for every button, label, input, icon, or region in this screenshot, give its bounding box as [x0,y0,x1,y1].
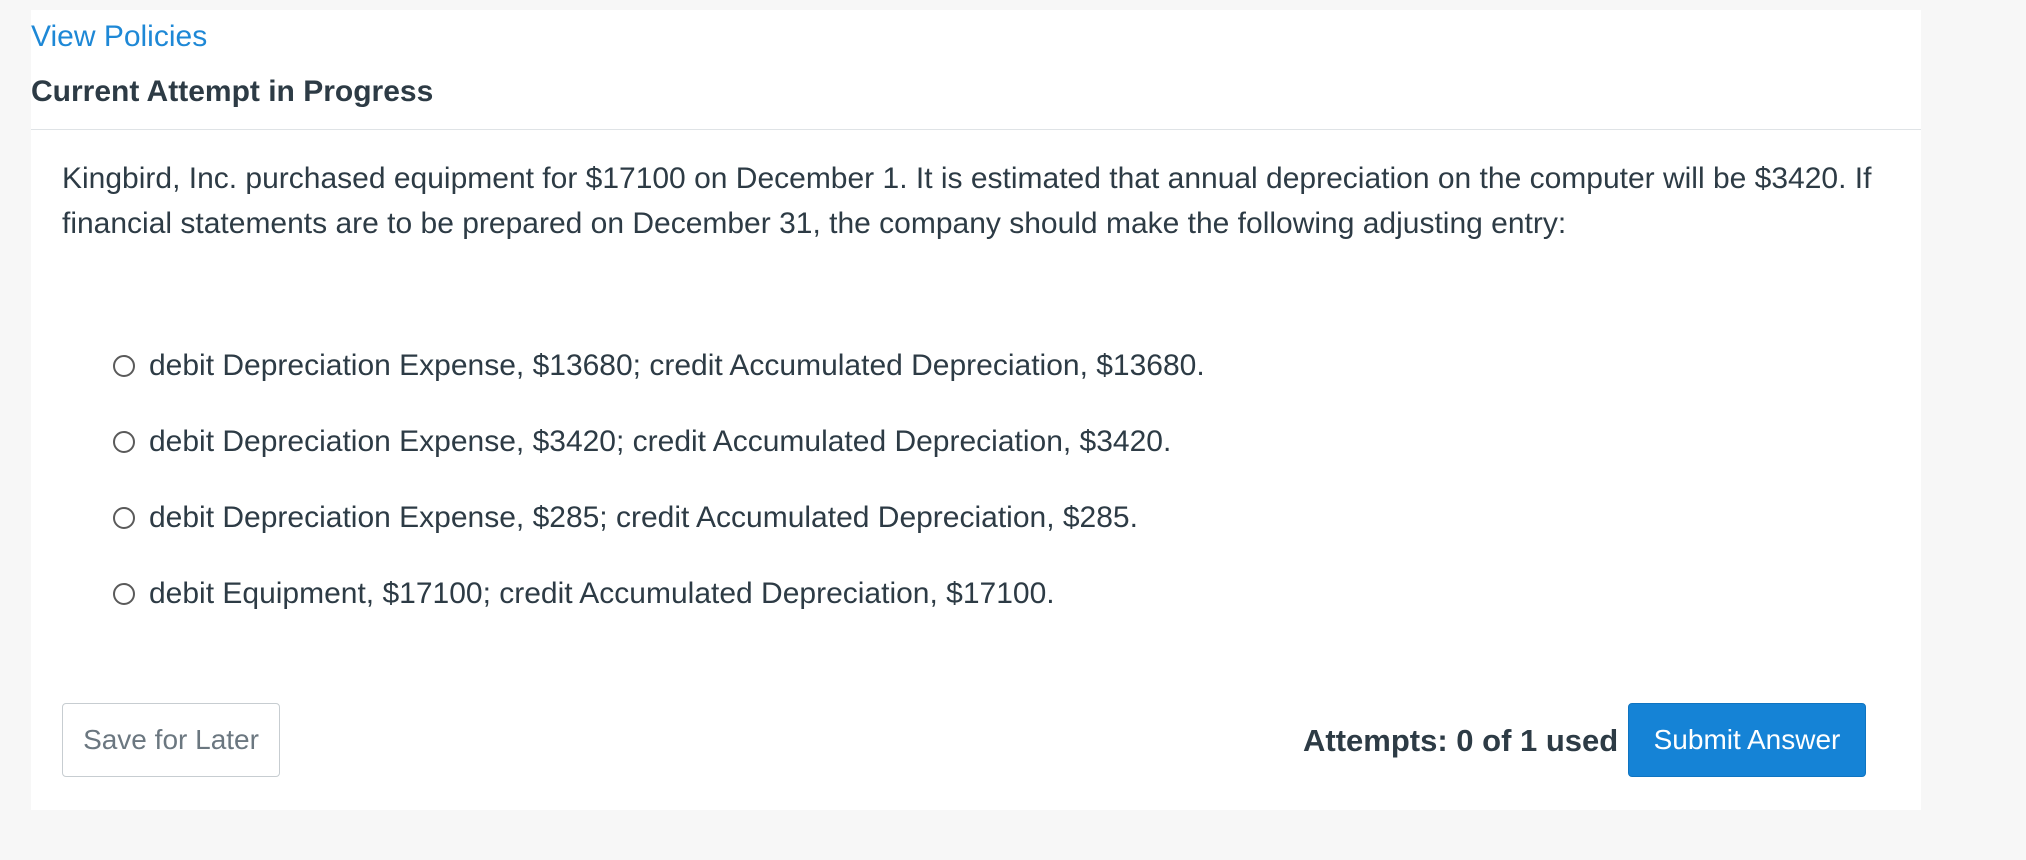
answer-option-label: debit Equipment, $17100; credit Accumulated Depreciation, $17100. [149,577,1055,610]
question-text: Kingbird, Inc. purchased equipment for $17100 on December 1. It is estimated that annual depreciation on the computer will be $3420. If financial statements are to be prepared on December 31, the company should make the following adjusting entry: [62,162,1872,240]
answer-option [113,480,1205,556]
attempts-counter: Attempts: 0 of 1 used [1303,723,1619,758]
answer-option-label: debit Depreciation Expense, $13680; credit Accumulated Depreciation, $13680. [149,349,1205,382]
answer-option [113,556,1205,632]
attempt-title: Current Attempt in Progress [31,75,434,108]
answer-option [113,328,1205,404]
answer-option-4[interactable] [113,577,1055,611]
radio-button[interactable] [113,507,135,529]
save-for-later-button[interactable]: Save for Later [62,703,280,777]
view-policies-link[interactable]: View Policies [31,20,208,53]
answer-option-3[interactable] [113,501,1138,535]
section-divider [31,129,1921,130]
answer-option-2[interactable] [113,425,1171,459]
submit-answer-button[interactable]: Submit Answer [1628,703,1866,777]
answer-option-label: debit Depreciation Expense, $3420; credit Accumulated Depreciation, $3420. [149,425,1172,458]
answer-option-1[interactable] [113,349,1205,383]
answer-option-label: debit Depreciation Expense, $285; credit Accumulated Depreciation, $285. [149,501,1138,534]
question-panel [31,10,1921,810]
radio-button[interactable] [113,583,135,605]
answer-option [113,404,1205,480]
radio-button[interactable] [113,355,135,377]
radio-button[interactable] [113,431,135,453]
answer-options [113,328,1205,632]
